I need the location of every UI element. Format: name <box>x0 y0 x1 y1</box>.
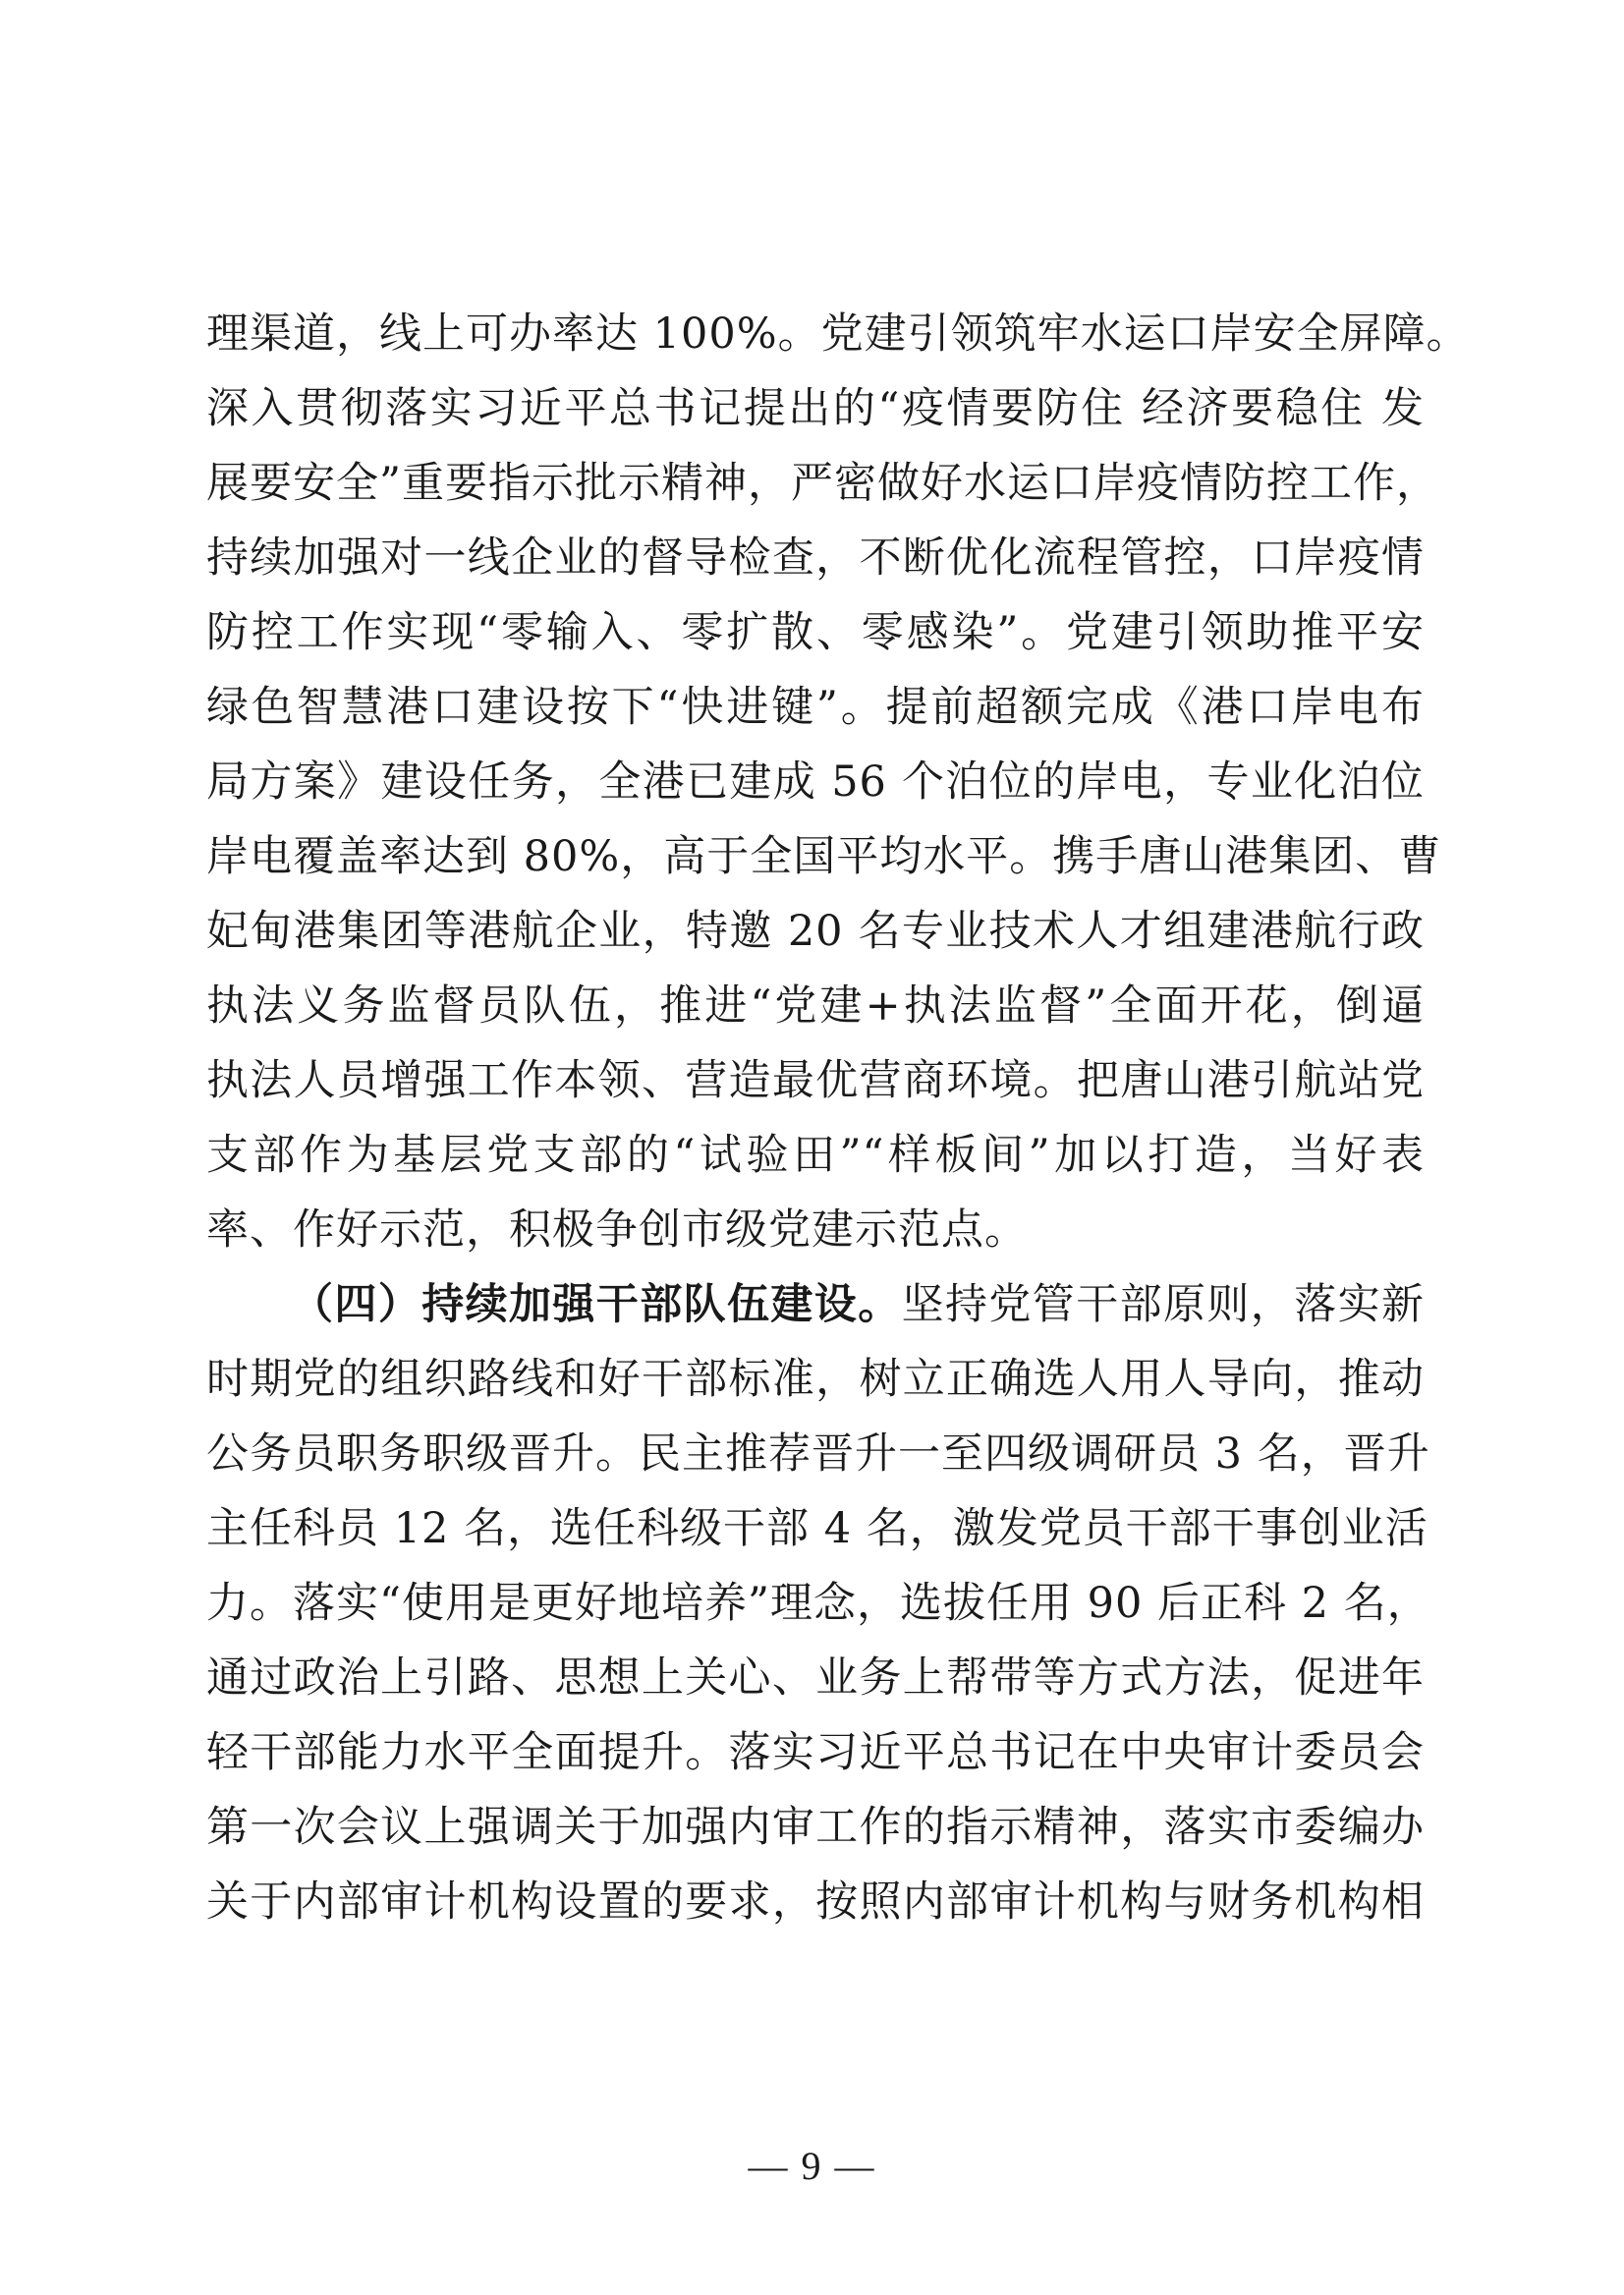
text-line: 率、作好示范，积极争创市级党建示范点。 <box>206 1205 1028 1255</box>
text-line: 岸电覆盖率达到 80%，高于全国平均水平。携手唐山港集团、曹 <box>206 832 1442 881</box>
text-line: 时期党的组织路线和好干部标准，树立正确选人用人导向，推动 <box>206 1355 1425 1404</box>
text-line: 关于内部审计机构设置的要求，按照内部审计机构与财务机构相 <box>206 1877 1425 1927</box>
section-heading-line <box>206 1267 1425 1342</box>
page-number: — 9 — <box>748 2144 876 2188</box>
text-line: 局方案》建设任务，全港已建成 56 个泊位的岸电，专业化泊位 <box>206 757 1425 807</box>
text-line: 力。落实“使用是更好地培养”理念，选拔任用 90 后正科 2 名， <box>206 1579 1430 1628</box>
section-heading-rest: 坚持党管干部原则，落实新 <box>901 1280 1426 1329</box>
text-line: 防控工作实现“零输入、零扩散、零感染”。党建引领助推平安 <box>206 608 1425 657</box>
text-line: 轻干部能力水平全面提升。落实习近平总书记在中央审计委员会 <box>206 1728 1425 1777</box>
text-line: 执法义务监督员队伍，推进“党建+执法监督”全面开花，倒逼 <box>206 981 1425 1031</box>
text-line: 妃甸港集团等港航企业，特邀 20 名专业技术人才组建港航行政 <box>206 907 1425 956</box>
text-line: 绿色智慧港口建设按下“快进键”。提前超额完成《港口岸电布 <box>206 683 1425 732</box>
text-line: 主任科员 12 名，选任科级干部 4 名，激发党员干部干事创业活 <box>206 1504 1428 1553</box>
text-line: 展要安全”重要指示批示精神，严密做好水运口岸疫情防控工作， <box>206 459 1439 508</box>
text-line: 执法人员增强工作本领、营造最优营商环境。把唐山港引航站党 <box>206 1056 1425 1105</box>
text-line: 通过政治上引路、思想上关心、业务上帮带等方式方法，促进年 <box>206 1653 1425 1703</box>
text-line: 公务员职务职级晋升。民主推荐晋升一至四级调研员 3 名，晋升 <box>206 1429 1430 1479</box>
text-line: 支部作为基层党支部的“试验田”“样板间”加以打造，当好表 <box>206 1131 1425 1180</box>
section-heading: （四）持续加强干部队伍建设。 <box>291 1280 902 1329</box>
body-text <box>206 297 1470 1939</box>
text-line: 理渠道，线上可办率达 100%。党建引领筑牢水运口岸安全屏障。 <box>206 309 1470 359</box>
text-line: 第一次会议上强调关于加强内审工作的指示精神，落实市委编办 <box>206 1803 1425 1852</box>
text-line: 深入贯彻落实习近平总书记提出的“疫情要防住 经济要稳住 发 <box>206 384 1425 433</box>
text-line: 持续加强对一线企业的督导检查，不断优化流程管控，口岸疫情 <box>206 533 1425 583</box>
